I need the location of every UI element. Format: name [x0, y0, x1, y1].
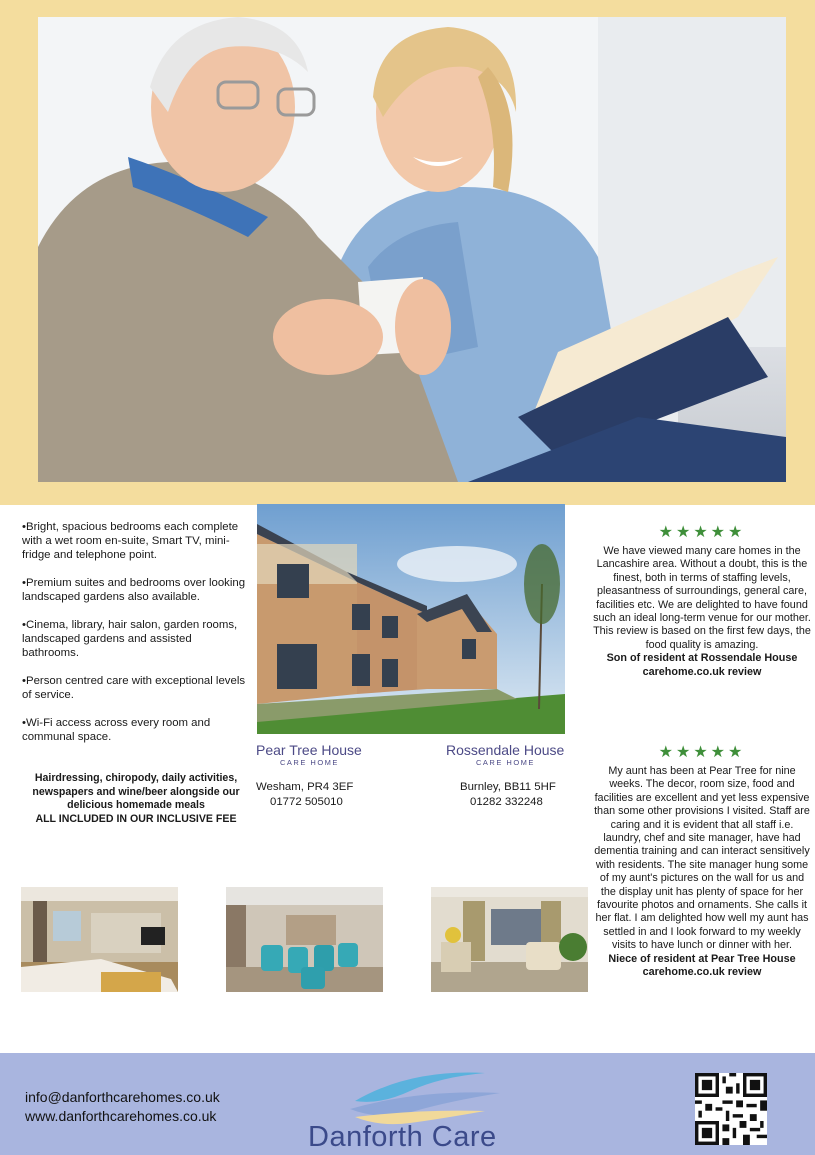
footer: [0, 1053, 815, 1155]
features-list: [22, 520, 250, 758]
contact-info: [25, 1088, 220, 1126]
feature-item: •Bright, spacious bedrooms each complete with a wet room en-suite, Smart TV, mini-fridge and telephone point.: [22, 521, 239, 561]
care-home-building-icon: [257, 504, 565, 734]
building-photo: [257, 504, 565, 734]
brand-name: Danforth Care: [308, 1121, 497, 1153]
review-text: We have viewed many care homes in the Lancashire area. Without a doubt, this is the finest, both in terms of staffing levels, pleasantness of surroundings, general care, facilities etc. We are delighted to have found such an ideal long-term venue for our mother. This review is based on the first few days, the food quality is amazing.: [593, 545, 811, 651]
inclusive-fee-heading: ALL INCLUDED IN OUR INCLUSIVE FEE: [35, 812, 237, 825]
star-rating-icon: ★★★★★: [658, 524, 746, 541]
email-link[interactable]: info@danforthcarehomes.co.uk: [25, 1089, 220, 1105]
hero-photo: [38, 17, 786, 482]
home-name: Rossendale House: [446, 742, 565, 758]
home-phone[interactable]: 01282 332248: [470, 796, 543, 808]
home-phone[interactable]: 01772 505010: [270, 796, 343, 808]
feature-item: •Wi-Fi access across every room and communal space.: [22, 717, 211, 743]
review-card: [592, 524, 812, 679]
home-address: Burnley, BB11 5HF: [460, 781, 556, 793]
review-card: [592, 744, 812, 980]
feature-item: •Cinema, library, hair salon, garden rooms, landscaped gardens and assisted bathrooms.: [22, 619, 238, 659]
qr-code-icon[interactable]: [695, 1073, 767, 1145]
home-subtitle: CARE HOME: [280, 758, 339, 767]
bedroom-photo-icon: [21, 887, 178, 992]
feature-item: •Person centred care with exceptional levels of service.: [22, 675, 246, 701]
home-subtitle: CARE HOME: [476, 758, 535, 767]
review-text: My aunt has been at Pear Tree for nine weeks. The decor, room size, food and facilities are excellent and yet less expensive than some other provisions I visited. Staff are caring and it is evident that all staff i.e. laundry, chef and site manager, have had dementia training and can interact sensitively with residents. The site manager hung some of my aunt's pictures on the wall for us and the display unit has plenty of space for her favourite photos and ornaments. She calls it her flat. I am delighted how well my aunt has settled in and I look forward to my weekly visits to have lunch or dinner with her.: [594, 765, 810, 952]
hero-photo-elderly-man-and-carer-icon: [38, 17, 786, 482]
dining-photo: [431, 887, 588, 992]
review-attribution: Son of resident at Rossendale House carehome.co.uk review: [606, 652, 798, 678]
inclusive-services: Hairdressing, chiropody, daily activities, newspapers and wine/beer alongside our delicious homemade meals: [32, 772, 240, 811]
feature-item: •Premium suites and bedrooms over looking landscaped gardens also available.: [22, 577, 246, 603]
website-link[interactable]: www.danforthcarehomes.co.uk: [25, 1108, 217, 1124]
home-rossendale: [446, 742, 606, 810]
lounge-photo-icon: [226, 887, 383, 992]
inclusive-fee-note: [18, 772, 254, 826]
star-rating-icon: ★★★★★: [658, 744, 746, 761]
home-pear-tree: [256, 742, 416, 810]
home-name: Pear Tree House: [256, 742, 362, 758]
review-attribution: Niece of resident at Pear Tree House carehome.co.uk review: [608, 952, 796, 979]
home-address: Wesham, PR4 3EF: [256, 781, 354, 793]
dining-room-photo-icon: [431, 887, 588, 992]
lounge-photo: [226, 887, 383, 992]
bedroom-photo: [21, 887, 178, 992]
